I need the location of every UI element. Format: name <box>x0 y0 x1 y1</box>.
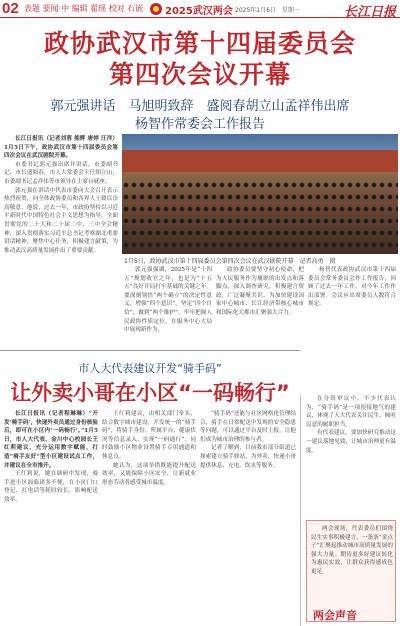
story2-paragraph: 王红莉说，她在调研中发现，骑手进小区面临诸多不便，在小区门口登记、打电话等耗时较长，影响配送效率。 <box>4 471 98 503</box>
story2-column-3 <box>200 410 296 622</box>
event-badge-icon <box>150 3 162 15</box>
conference-photo <box>122 134 398 254</box>
commentary-column <box>306 395 396 520</box>
event-title: 2025武汉两会 <box>165 6 233 17</box>
page-header <box>0 0 400 18</box>
story2-paragraph: “骑手码”还能与社区网格化管理结合，骑手在日常配送中发现的安全隐患等问题，可以通过平台及时上报，让他们成为城市治理的参与者。 <box>200 411 296 443</box>
story1-paragraph: 郭元强强调，2025年是“十四五”规划收官之年，也是为“十五五”良好开局打牢基础的关键之年。要深刻领悟“两个确立”的决定性意义，增强“四个意识”，坚定“四个自信”，做到“两个维护”，牢牢把握人民政协性质定位，在服务中心大局中展现新作为。 <box>124 267 212 334</box>
commentary-box-paragraph: 两会现场，代表委员们围绕民生实事积极建言，一条条“金点子”汇聚起推动城市高质量发展的强大力量。期待更多好建议转化为惠民实效，让群众获得感成色更足。 <box>311 526 393 575</box>
photo-caption: 1月5日，政协武汉市第十四届委员会第四次会议在武汉剧院开幕 记者高勇 摄 <box>124 258 336 265</box>
commentary-paragraph: 在分组审议中，不少代表认为，“骑手码”是一项很接地气的建议，体现了人大代表关注民生、倾听民意的履职担当。 <box>306 396 396 428</box>
story1-paragraph: 政协委员要坚守初心使命，把为人民服务作为履职的出发点和落脚点，深入调查研究，积极建言资政，广泛凝聚共识，为加快建设国家中心城市、长江经济带核心城市和国际化大都市汇聚强大合力。 <box>216 267 304 316</box>
story1-paragraph: 郭元强在讲话中代表市委向大会召开表示热烈祝贺，向全体政协委员和各界人士致以崇高敬意。他说，过去一年，市政协坚持以习近平新时代中国特色社会主义思想为指导，全面贯彻党的二十大和二十届二中、三中全会精神，深入贯彻落实习近平总书记考察湖北重要讲话精神，聚焦中心任务，积极建言献策，为推动武汉高质量发展作出了重要贡献。 <box>4 187 118 254</box>
subheadline-2: 杨智作常委会工作报告 <box>134 117 265 132</box>
subheadline-1: 郭元强讲话 马旭明致辞 盛阅春胡立山孟祥伟出席 <box>50 99 350 114</box>
story1-paragraph: 市委书记郭元强出席并讲话，市委副书记、市长盛阅春，市人大常委会主任胡立山，市委副书记孟祥伟等市领导在主席台就座。 <box>4 161 118 185</box>
story1-paragraph: 杨智代表政协武汉市第十四届委员会常务委员会作工作报告，回顾了过去一年工作，对今年工作作出部署。会议应出席委员人数符合规定。 <box>308 267 396 308</box>
headline-line-2: 第四次会议开幕 <box>108 60 291 89</box>
story2-paragraph: 她认为，这项举措既能提升配送效率，又能保障小区安全，让新就业形态劳动者感受城市温度。 <box>102 462 196 486</box>
headline-line-1: 政协武汉市第十四届委员会 <box>43 29 356 58</box>
story2-column-1 <box>4 410 98 622</box>
commentary-box-text <box>311 525 393 605</box>
section-credits: 表题 要闻·中 编辑 翟瑶 校对 石嵌 <box>24 4 144 13</box>
section-divider <box>0 350 300 351</box>
newspaper-logo: 长江日报 <box>343 5 396 20</box>
stage-banner <box>122 150 398 172</box>
commentary-tag: 两会声音 <box>313 609 357 622</box>
column-divider <box>300 395 301 626</box>
story1-column-1 <box>4 135 118 350</box>
story2-kicker: 市人大代表建议开发“骑手码” <box>78 362 222 375</box>
story2-paragraph: 记者了解到，目前我市部分街道已探索建立骑手驿站，为外卖、快递小哥提供休息、充电、饮水等服务。 <box>200 445 296 469</box>
story2-title: 让外卖小哥在小区“一码畅行” <box>10 381 290 405</box>
story2-paragraph: 王红莉建议，由相关部门牵头，结合数字城市建设，开发统一的“骑手码”，将骑手身份、所属平台、健康状况等信息录入，实现“一码通行”。同时鼓励小区物业设置骑手专用通道和休息点。 <box>102 411 196 460</box>
issue-date: 2025年1月6日 星期一 <box>235 7 300 14</box>
story1-column-4 <box>308 266 396 391</box>
page-number: 02 <box>2 0 19 17</box>
commentary-box <box>306 520 396 622</box>
story2-column-2 <box>102 410 196 622</box>
story1-paragraph: 长江日报讯（记者刘蓉 熊辉 唐婷 汪洋）1月5日下午，政协武汉市第十四届委员会第四次会议在武汉剧院开幕。 <box>4 136 118 160</box>
story2-paragraph: 长江日报讯（记者程琳琳）“开发‘骑手码’，快递外卖员通过身份核验后，即可在小区内‘一码畅行’。”1月5日，市人大代表、金川中心校园长王红莉建议，充分运用数字赋能，打造“骑手友好”型小区建设试点工作，并建议在全市推开。 <box>4 411 98 469</box>
commentary-paragraph: 有代表建议，要加快研究推动这一建议落地见效，让城市治理更有温度。 <box>306 430 396 454</box>
